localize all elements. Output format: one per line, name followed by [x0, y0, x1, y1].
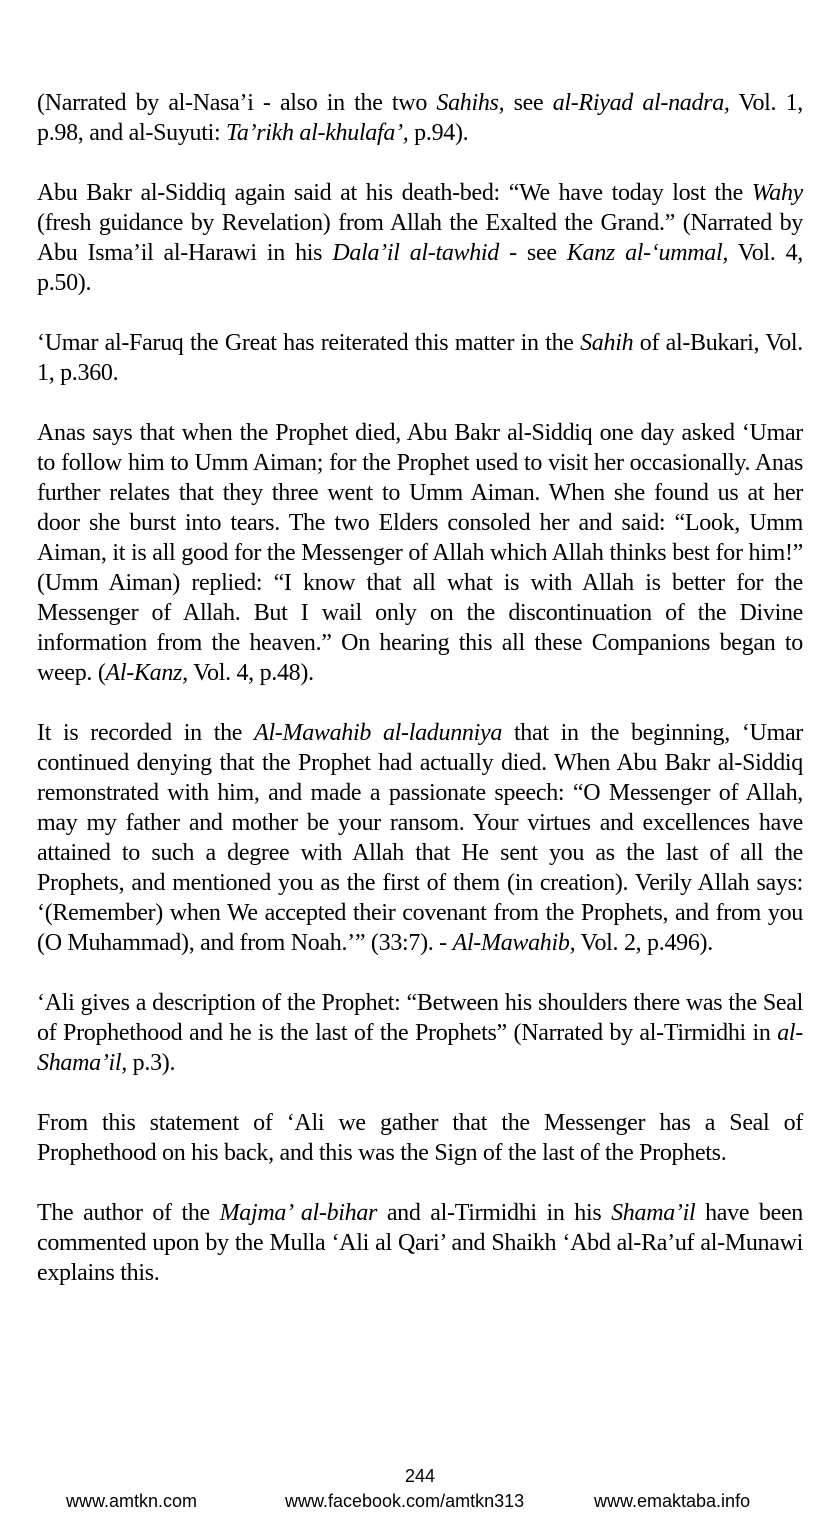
paragraph — [37, 88, 803, 148]
paragraph — [37, 418, 803, 688]
italic-citation: al-Riyad al-nadra, — [552, 90, 730, 116]
text-segment: ‘Umar al-Faruq the Great has reiterated this matter in the — [37, 330, 581, 356]
text-segment: (fresh guidance by Revelation) from Allah the Exalted the Grand.” (Narrated by Abu Isma’il al-Harawi in his — [37, 210, 803, 266]
text-segment: The author of the — [37, 1200, 220, 1226]
text-segment: It is recorded in the — [37, 720, 255, 746]
text-segment: Vol. 1, p.98, and al-Suyuti: — [37, 90, 803, 146]
italic-citation: Dala’il al-tawhid — [332, 240, 499, 266]
text-segment: Vol. 4, p.50). — [37, 240, 803, 296]
text-segment: and al-Tirmidhi in his — [377, 1200, 612, 1226]
italic-citation: Majma’ al-bihar — [219, 1200, 378, 1226]
italic-citation: Al-Kanz, — [105, 660, 188, 686]
italic-citation: Shama’il — [611, 1200, 696, 1226]
text-segment: p.3). — [126, 1050, 176, 1076]
footer — [0, 1490, 840, 1514]
italic-citation: Al-Mawahib, — [452, 930, 576, 956]
paragraph — [37, 328, 803, 388]
italic-citation: Ta’rikh al-khulafa’, — [226, 120, 409, 146]
text-segment: have been commented upon by the Mulla ‘Ali al Qari’ and Shaikh ‘Abd al-Ra’uf al-Munawi explains this. — [37, 1200, 803, 1286]
text-segment: From this statement of ‘Ali we gather that the Messenger has a Seal of Prophethood on his back, and this was the Sign of the last of the Prophets. — [37, 1110, 803, 1166]
italic-citation: Al-Mawahib al-ladunniya — [254, 720, 503, 746]
paragraph — [37, 718, 803, 958]
italic-citation: Sahihs, — [436, 90, 505, 116]
footer-link-amtkn[interactable]: www.amtkn.com — [66, 1491, 198, 1511]
page-body — [37, 88, 803, 1318]
text-segment: ‘Ali gives a description of the Prophet: “Between his shoulders there was the Seal of Prophethood and he is the last of the Prophets” (Narrated by al-Tirmidhi in — [37, 990, 803, 1046]
footer-link-emaktaba[interactable]: www.emaktaba.info — [594, 1491, 751, 1511]
text-segment: Abu Bakr al-Siddiq again said at his death-bed: “We have today lost the — [37, 180, 752, 206]
text-segment: p.94). — [408, 120, 469, 146]
text-segment: Anas says that when the Prophet died, Abu Bakr al-Siddiq one day asked ‘Umar to follow him to Umm Aiman; for the Prophet used to visit her occasionally. Anas further relates that they three went to Umm Aiman. When she found us at her door she burst into tears. The two Elders consoled her and said: “Look, Umm Aiman, it is all good for the Messenger of Allah which Allah thinks best for him!” (Umm Aiman) replied: “I know that all what is with Allah is better for the Messenger of Allah. But I wail only on the discontinuation of the Divine information from the heaven.” On hearing this all these Companions began to weep. ( — [37, 420, 803, 686]
text-segment: of al-Bukari, Vol. 1, p.360. — [37, 330, 803, 386]
text-segment: (Narrated by al-Nasa’i - also in the two — [37, 90, 437, 116]
paragraph — [37, 1198, 803, 1288]
italic-citation: Sahih — [580, 330, 634, 356]
text-segment: - see — [499, 240, 567, 266]
page-number: 244 — [404, 1466, 436, 1486]
footer-link-facebook[interactable]: www.facebook.com/amtkn313 — [285, 1491, 525, 1511]
paragraph — [37, 178, 803, 298]
text-segment: see — [504, 90, 553, 116]
paragraph — [37, 1108, 803, 1168]
italic-citation: al-Shama’il, — [37, 1020, 803, 1076]
italic-citation: Kanz al-‘ummal, — [566, 240, 729, 266]
italic-citation: Wahy — [751, 180, 803, 206]
text-segment: that in the beginning, ‘Umar continued denying that the Prophet had actually died. When Abu Bakr al-Siddiq remonstrated with him, and made a passionate speech: “O Messenger of Allah, may my father and mother be your ransom. Your virtues and excellences have attained to such a degree with Allah that He sent you as the last of all the Prophets, and mentioned you as the first of them (in creation). Verily Allah says: ‘(Remember) when We accepted their covenant from the Prophets, and from you (O Muhammad), and from Noah.’” (33:7). - — [37, 720, 803, 956]
paragraph — [37, 988, 803, 1078]
text-segment: Vol. 2, p.496). — [575, 930, 713, 956]
text-segment: Vol. 4, p.48). — [187, 660, 314, 686]
